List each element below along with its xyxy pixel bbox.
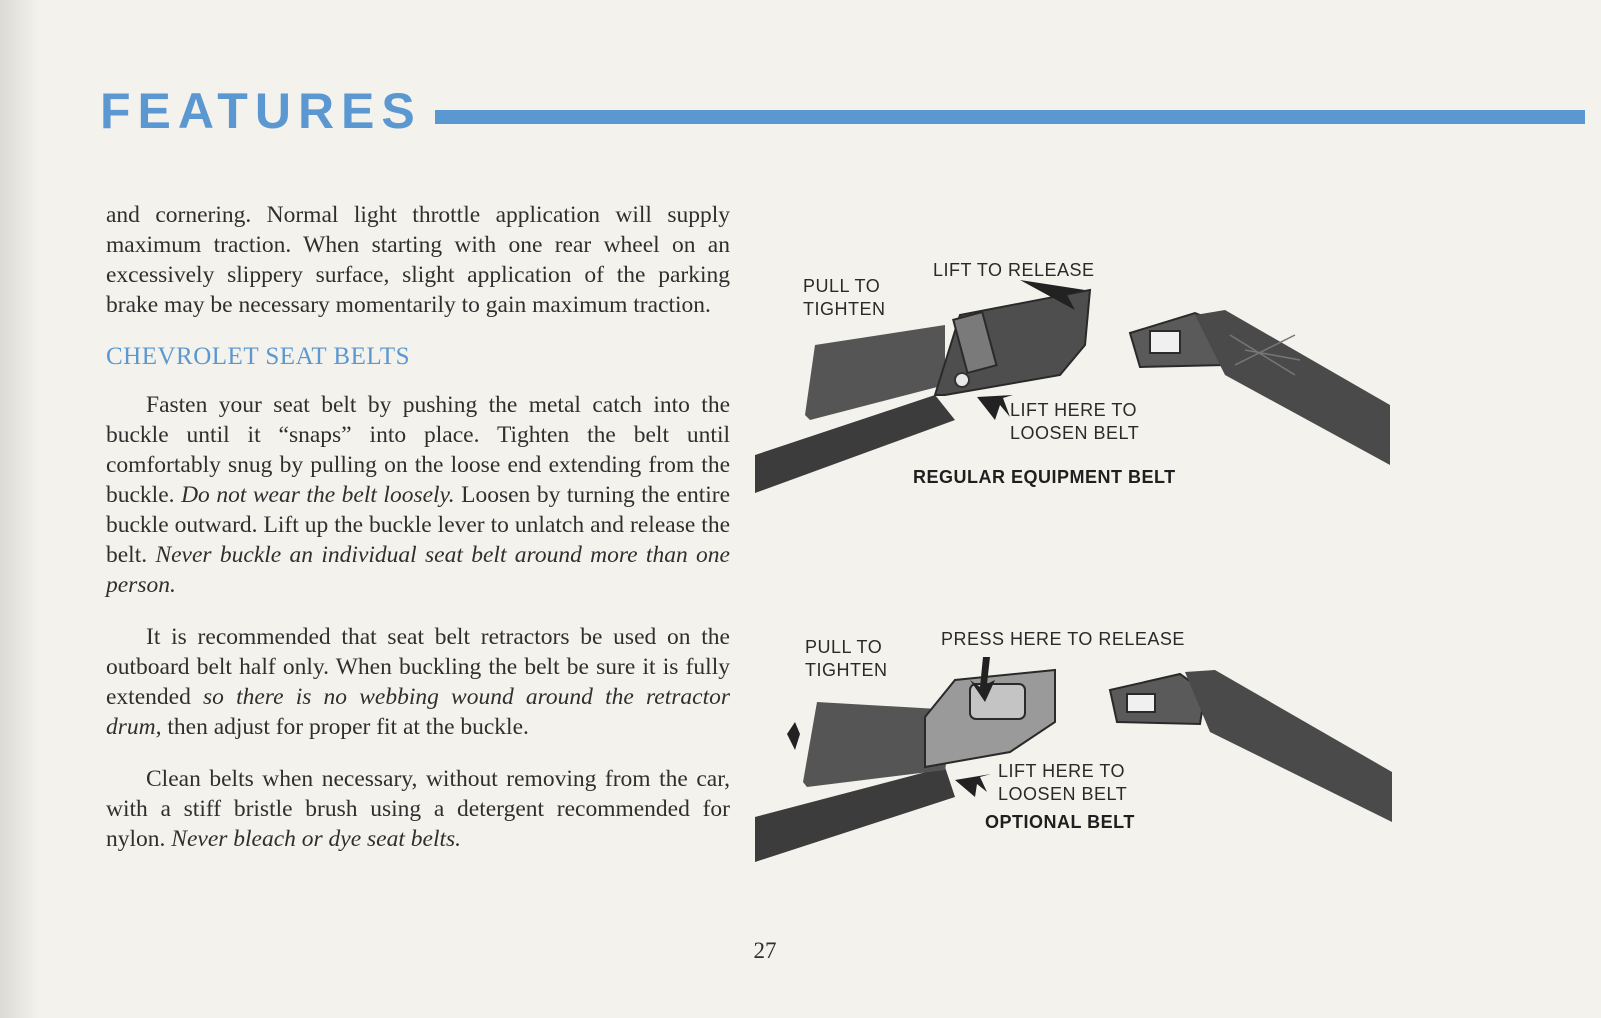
loosen-label-2: LOOSEN BELT — [1010, 423, 1140, 443]
pull-label-2: TIGHTEN — [803, 299, 886, 319]
paragraph-cleaning — [106, 764, 730, 854]
pull-label-2: TIGHTEN — [805, 660, 888, 680]
text-span: Clean belts when necessary, without removing from the car, with a stiff bristle brush using a detergent recommended for nylon. — [106, 766, 730, 852]
text-span: Loosen by turning the entire buckle outward. Lift up the buckle lever to unlatch and release the belt. — [106, 482, 731, 568]
loosen-label-2: LOOSEN BELT — [998, 784, 1128, 804]
figure-regular-belt — [755, 255, 1395, 505]
loosen-label-1: LIFT HERE TO — [998, 761, 1126, 781]
figure-caption: REGULAR EQUIPMENT BELT — [913, 467, 1176, 487]
section-heading-seat-belts: CHEVROLET SEAT BELTS — [106, 343, 411, 370]
latch-slot — [1150, 331, 1180, 353]
text-span: It is recommended that seat belt retractors be used on the outboard belt half only. When buckling the belt be sure it is fully extended — [106, 624, 730, 710]
release-label: LIFT TO RELEASE — [933, 260, 1095, 280]
figure-optional-belt — [755, 622, 1395, 872]
paragraph-traction: and cornering. Normal light throttle application will supply maximum traction. When starting with one rear wheel on an excessively slippery surface, slight application of the parking brake may be necessary momentarily to gain maximum traction. — [106, 202, 730, 318]
pull-arrow — [787, 722, 800, 750]
paragraph-retractors — [106, 622, 730, 742]
loosen-label-1: LIFT HERE TO — [1010, 400, 1138, 420]
page-title: FEATURES — [100, 83, 422, 139]
loosen-arrow — [955, 774, 991, 797]
release-label: PRESS HERE TO RELEASE — [941, 629, 1185, 649]
paragraph-fasten — [106, 390, 730, 600]
loosen-arrow — [977, 395, 1013, 420]
belt-strap-right — [1195, 310, 1390, 465]
section-header — [100, 82, 1590, 152]
body-text-column — [106, 200, 730, 876]
latch-slot — [1127, 694, 1155, 712]
text-span: Fasten your seat belt by pushing the metal catch into the buckle until it “snaps” into place. Tighten the belt until comfortably snug by pulling on the loose end extending from the buckle. — [106, 392, 730, 508]
italic-span: Do not wear the belt loosely. — [181, 482, 455, 508]
italic-span: Never buckle an individual seat belt around more than one person. — [106, 542, 730, 598]
belt-strap-left — [755, 767, 955, 862]
header-rule — [435, 110, 1585, 124]
italic-span: so there is no webbing wound around the retractor drum, — [106, 684, 730, 740]
buckle-rivet — [955, 373, 969, 387]
pull-label-1: PULL TO — [805, 637, 883, 657]
italic-span: Never bleach or dye seat belts. — [171, 826, 462, 852]
figure-caption: OPTIONAL BELT — [985, 812, 1135, 832]
text-span: then adjust for proper fit at the buckle. — [161, 714, 529, 740]
belt-strap-right — [1185, 670, 1392, 822]
pull-label-1: PULL TO — [803, 276, 881, 296]
page-number: 27 — [753, 938, 777, 963]
page-gutter-shadow — [0, 0, 40, 1018]
